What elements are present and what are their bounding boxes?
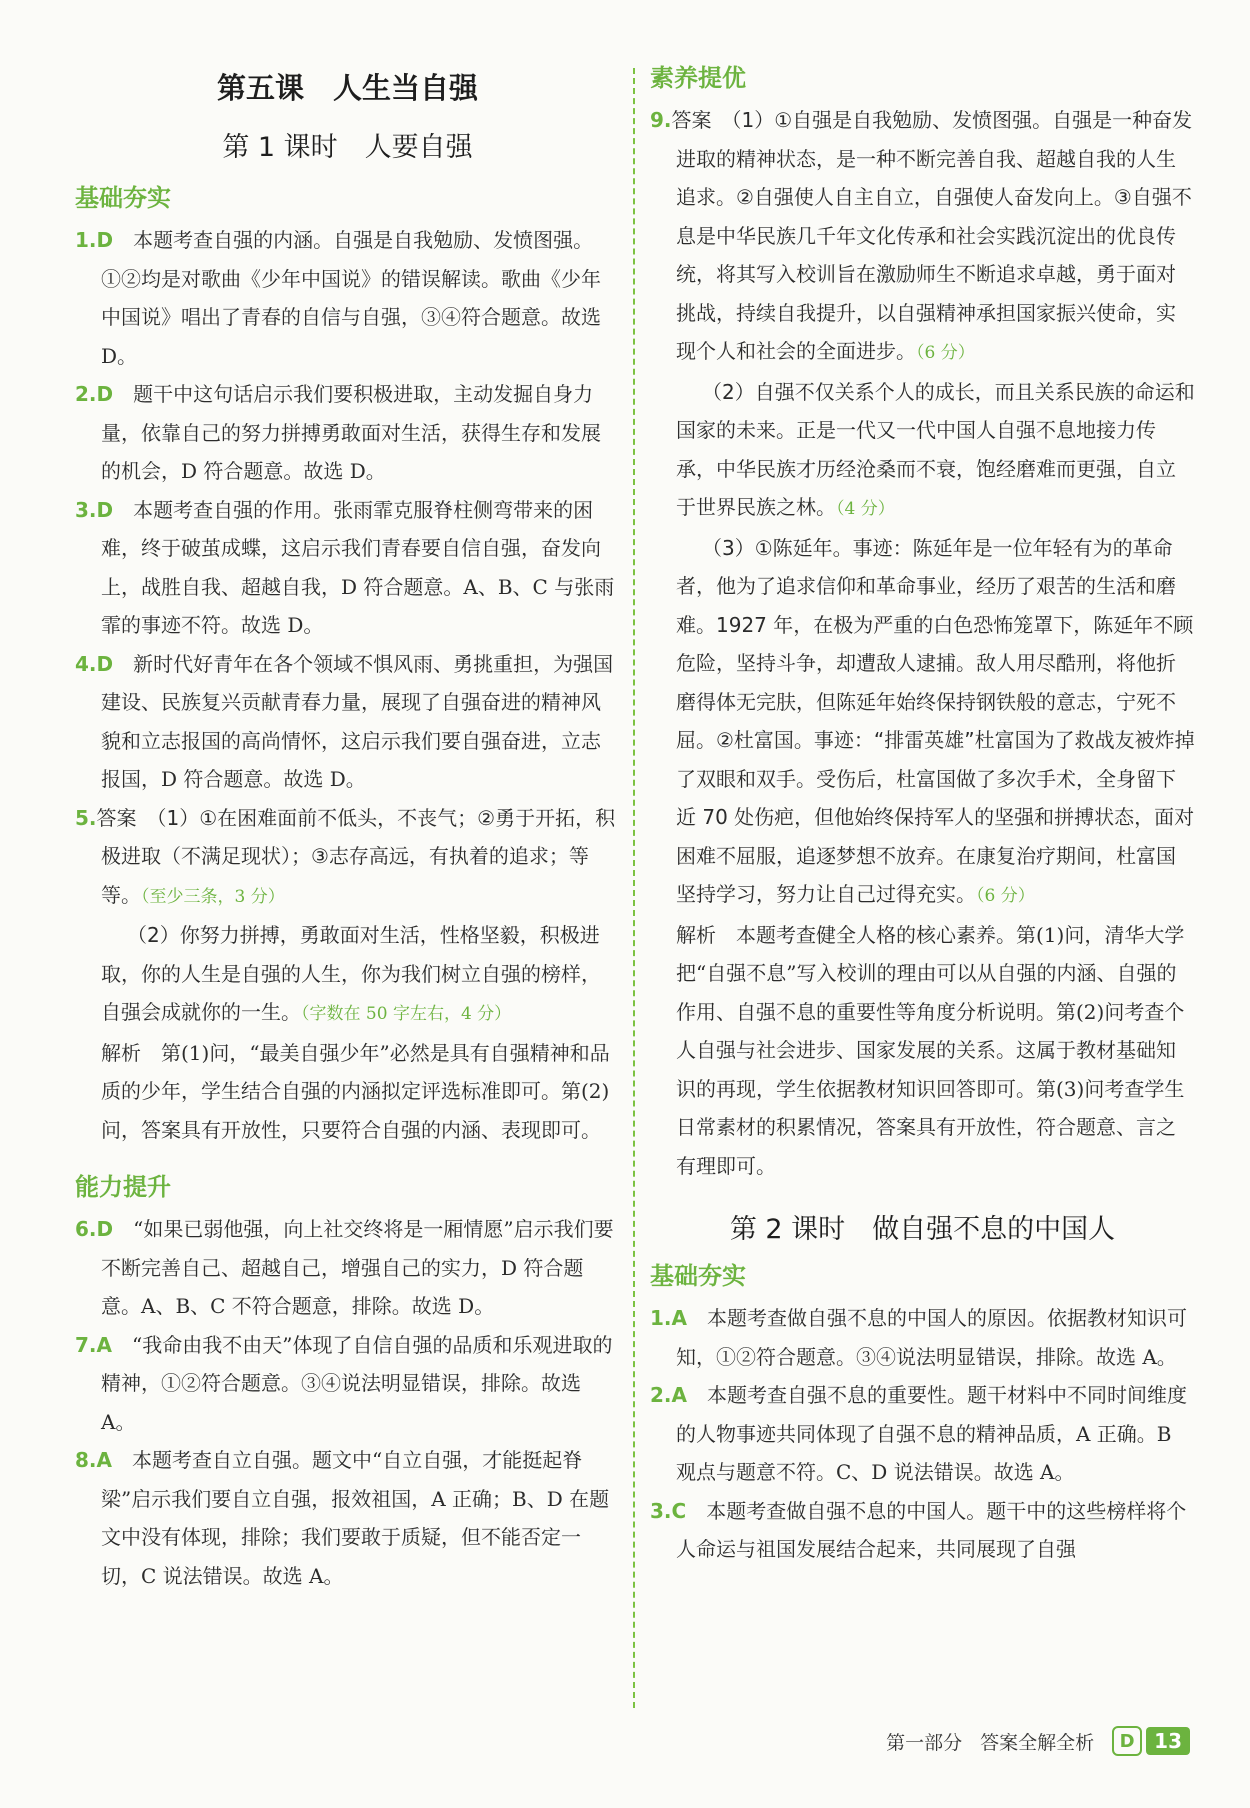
answer-text: （3）①陈延年。事迹：陈延年是一位年轻有为的革命者，他为了追求信仰和革命事业，经历了艰苦的生活和磨难。1927 年，在极为严重的白色恐怖笼罩下，陈延年不顾危险，坚持斗争，却遭敌人逮捕。敌人用尽酷刑，将他折磨得体无完肤，但陈延年始终保持钢铁般的意志，宁死不屈。②杜富国。事迹：“排雷英雄”杜富国为了救战友被炸掉了双眼和双手。受伤后，杜富国做了多次手术，全身留下近 70 处伤疤，但他始终保持军人的坚强和拼搏状态，面对困难不屈服，追逐梦想不放弃。在康复治疗期间，杜富国坚持学习，努力让自己过得充实。 [676,535,1195,906]
score-note: （字数在 50 字左右，4 分） [301,1004,512,1024]
question-number: 1.D [75,228,114,252]
answer-item [75,1441,620,1595]
answer-text: （1）①自强是自我勉励、发愤图强。自强是一种奋发进取的精神状态，是一种不断完善自我、超越自我的人生追求。②自强使人自主自立，自强使人奋发向上。③自强不息是中华民族几千年文化传承和社会实践沉淀出的优良传统，将其写入校训旨在激励师生不断追求卓越，勇于面对挑战，持续自我提升，以自强精神承担国家振兴使命，实现个人和社会的全面进步。 [676,108,1193,363]
answer-text: 本题考查自强的作用。张雨霏克服脊柱侧弯带来的困难，终于破茧成蝶，这启示我们青春要自信自强，奋发向上，战胜自我、超越自我，D 符合题意。A、B、C 与张雨霏的事迹不符。故选 D。 [101,497,615,637]
explanation [676,916,1195,1186]
page-number: 13 [1146,1727,1190,1755]
question-number: 4.D [75,651,114,676]
explanation [101,1034,620,1150]
section-heading-literacy: 素养提优 [650,64,746,92]
question-number: 1.A [650,1306,687,1330]
question-number: 5. [75,805,97,830]
answer-text: 本题考查做自强不息的中国人。题干中的这些榜样将个人命运与祖国发展结合起来，共同展现了自强 [676,1498,1187,1561]
answer-text: 新时代好青年在各个领域不惧风雨、勇挑重担，为强国建设、民族复兴贡献青春力量，展现了自强奋进的精神风貌和立志报国的高尚情怀，这启示我们要自强奋进，立志报国，D 符合题意。故选 D。 [101,651,614,791]
section-heading-ability: 能力提升 [75,1173,171,1201]
score-note: （6 分） [916,343,975,363]
answer-paragraph [676,529,1195,916]
answer-text: 本题考查自强的内涵。自强是自我勉励、发愤图强。①②均是对歌曲《少年中国说》的错误解读。歌曲《少年中国说》唱出了青春的自信与自强，③④符合题意。故选 D。 [101,228,601,368]
right-column [650,58,1195,1569]
answer-label: 答案 [671,108,712,132]
page-footer [886,1726,1190,1756]
answer-item [650,1376,1195,1492]
score-note: （至少三条，3 分） [141,886,285,907]
badge-letter: D [1112,1726,1142,1756]
answer-item [650,101,1195,373]
question-number: 2.D [75,382,114,406]
class-title: 第 1 课时 人要自强 [222,132,473,163]
answer-paragraph [676,373,1195,529]
answer-text: “如果已弱他强，向上社交终将是一厢情愿”启示我们要不断完善自己、超越自己，增强自己的实力，D 符合题意。A、B、C 不符合题意，排除。故选 D。 [101,1217,614,1318]
class-title-2: 第 2 课时 做自强不息的中国人 [729,1214,1116,1245]
left-column [75,60,620,1595]
lesson-title: 第五课 人生当自强 [216,71,478,105]
question-number: 9. [650,108,672,132]
explanation-label: 解析 [676,922,716,947]
question-number: 3.C [650,1498,687,1523]
answer-item [650,1492,1195,1569]
answer-label: 答案 [96,805,137,830]
answer-item [75,1210,620,1326]
section-heading-basic: 基础夯实 [75,184,171,212]
answer-text: 题干中这句话启示我们要积极进取，主动发掘自身力量，依靠自己的努力拼搏勇敢面对生活，获得生存和发展的机会，D 符合题意。故选 D。 [101,382,601,483]
score-note: （6 分） [976,886,1035,906]
question-number: 6.D [75,1217,114,1241]
answer-item [75,645,620,799]
question-number: 7.A [75,1332,112,1357]
section-heading-basic-2: 基础夯实 [650,1262,746,1290]
column-divider [633,68,635,1708]
answer-text: 本题考查自强不息的重要性。题干材料中不同时间维度的人物事迹共同体现了自强不息的精神品质，A 正确。B 观点与题意不符。C、D 说法错误。故选 A。 [676,1383,1187,1484]
question-number: 2.A [650,1383,687,1407]
answer-item [75,375,620,491]
answer-paragraph [101,916,620,1034]
score-note: （4 分） [836,499,895,519]
answer-text: （1）①在困难面前不低头，不丧气；②勇于开拓，积极进取（不满足现状）；③志存高远，有执着的追求；等等。 [101,805,616,907]
answer-text: （2）自强不仅关系个人的成长，而且关系民族的命运和国家的未来。正是一代又一代中国人自强不息地接力传承，中华民族才历经沧桑而不衰，饱经磨难而更强，自立于世界民族之林。 [676,379,1195,519]
answer-text: “我命由我不由天”体现了自信自强的品质和乐观进取的精神，①②符合题意。③④说法明显错误，排除。故选 A。 [101,1332,613,1434]
answer-text: （2）你努力拼搏，勇敢面对生活，性格坚毅，积极进取，你的人生是自强的人生，你为我们树立自强的榜样，自强会成就你的一生。 [101,923,601,1024]
answer-item [75,799,620,917]
footer-desc: 答案全解全析 [980,1731,1095,1754]
question-number: 3.D [75,497,114,522]
answer-item [650,1299,1195,1376]
page-badge [1112,1726,1190,1756]
footer-part: 第一部分 [886,1731,963,1754]
answer-item [75,1326,620,1442]
question-number: 8.A [75,1448,112,1472]
answer-text: 本题考查自立自强。题文中“自立自强，才能挺起脊梁”启示我们要自立自强，报效祖国，A 正确；B、D 在题文中没有体现，排除；我们要敢于质疑，但不能否定一切，C 说法错误。故选 A。 [101,1448,610,1588]
answer-text: 本题考查做自强不息的中国人的原因。依据教材知识可知，①②符合题意。③④说法明显错误，排除。故选 A。 [676,1306,1187,1369]
answer-item [75,491,620,645]
answer-item [75,221,620,375]
explanation-text: 第(1)问，“最美自强少年”必然是具有自强精神和品质的少年，学生结合自强的内涵拟定评选标准即可。第(2)问，答案具有开放性，只要符合自强的内涵、表现即可。 [101,1040,610,1142]
explanation-text: 本题考查健全人格的核心素养。第(1)问，清华大学把“自强不息”写入校训的理由可以从自强的内涵、自强的作用、自强不息的重要性等角度分析说明。第(2)问考查个人自强与社会进步、国家发展的关系。这属于教材基础知识的再现，学生依据教材知识回答即可。第(3)问考查学生日常素材的积累情况，答案具有开放性，符合题意、言之有理即可。 [676,922,1185,1178]
explanation-label: 解析 [101,1040,141,1065]
